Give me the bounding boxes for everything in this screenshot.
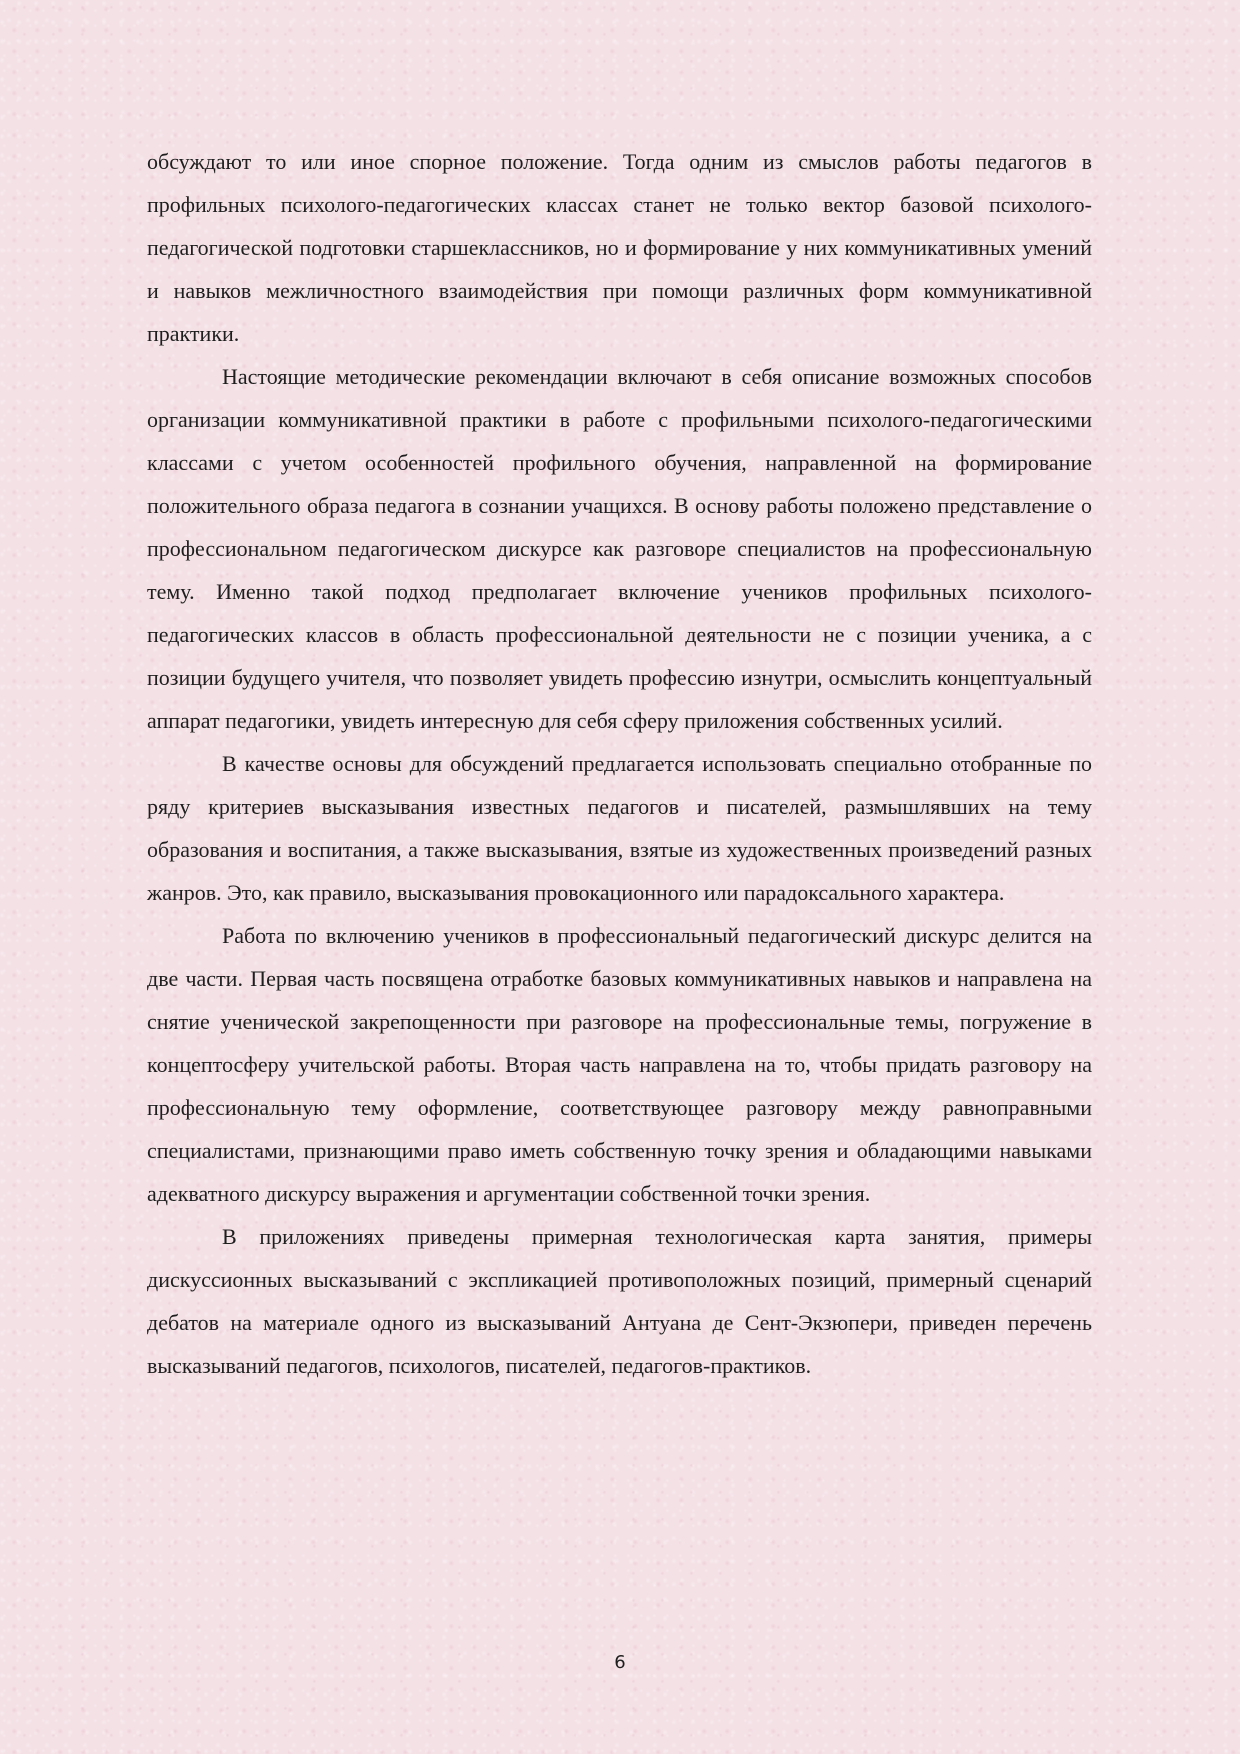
paragraph-discussion-basis: В качестве основы для обсуждений предлагается использовать специально отобранные по ряду критериев высказывания известных педагогов и писателей, размышлявших на тему образования и воспитания, а также высказывания, взятые из художественных произведений разных жанров. Это, как правило, высказывания провокационного или парадоксального характера.: [147, 751, 1092, 905]
paragraph-methodical-recommendations: Настоящие методические рекомендации включают в себя описание возможных способов организации коммуникативной практики в работе с профильными психолого-педагогическими классами с учетом особенностей профильного обучения, направленной на формирование положительного образа педагога в сознании учащихся. В основу работы положено представление о профессиональном педагогическом дискурсе как разговоре специалистов на профессиональную тему. Именно такой подход предполагает включение учеников профильных психолого-педагогических классов в область профессиональной деятельности не с позиции ученика, а с позиции будущего учителя, что позволяет увидеть профессию изнутри, осмыслить концептуальный аппарат педагогики, увидеть интересную для себя сферу приложения собственных усилий.: [147, 364, 1092, 733]
paragraph-appendices: В приложениях приведены примерная технологическая карта занятия, примеры дискуссионных высказываний с экспликацией противоположных позиций, примерный сценарий дебатов на материале одного из высказываний Антуана де Сент-Экзюпери, приведен перечень высказываний педагогов, психологов, писателей, педагогов-практиков.: [147, 1224, 1092, 1378]
document-page: [147, 140, 1092, 1560]
page-number: 6: [614, 1652, 626, 1673]
paragraph-continuation: обсуждают то или иное спорное положение. Тогда одним из смыслов работы педагогов в профильных психолого-педагогических классах станет не только вектор базовой психолого-педагогической подготовки старшеклассников, но и формирование у них коммуникативных умений и навыков межличностного взаимодействия при помощи различных форм коммуникативной практики.: [147, 149, 1092, 346]
paragraph-work-parts: Работа по включению учеников в профессиональный педагогический дискурс делится на две части. Первая часть посвящена отработке базовых коммуникативных навыков и направлена на снятие ученической закрепощенности при разговоре на профессиональные темы, погружение в концептосферу учительской работы. Вторая часть направлена на то, чтобы придать разговору на профессиональную тему оформление, соответствующее разговору между равноправными специалистами, признающими право иметь собственную точку зрения и обладающими навыками адекватного дискурсу выражения и аргументации собственной точки зрения.: [147, 923, 1092, 1206]
